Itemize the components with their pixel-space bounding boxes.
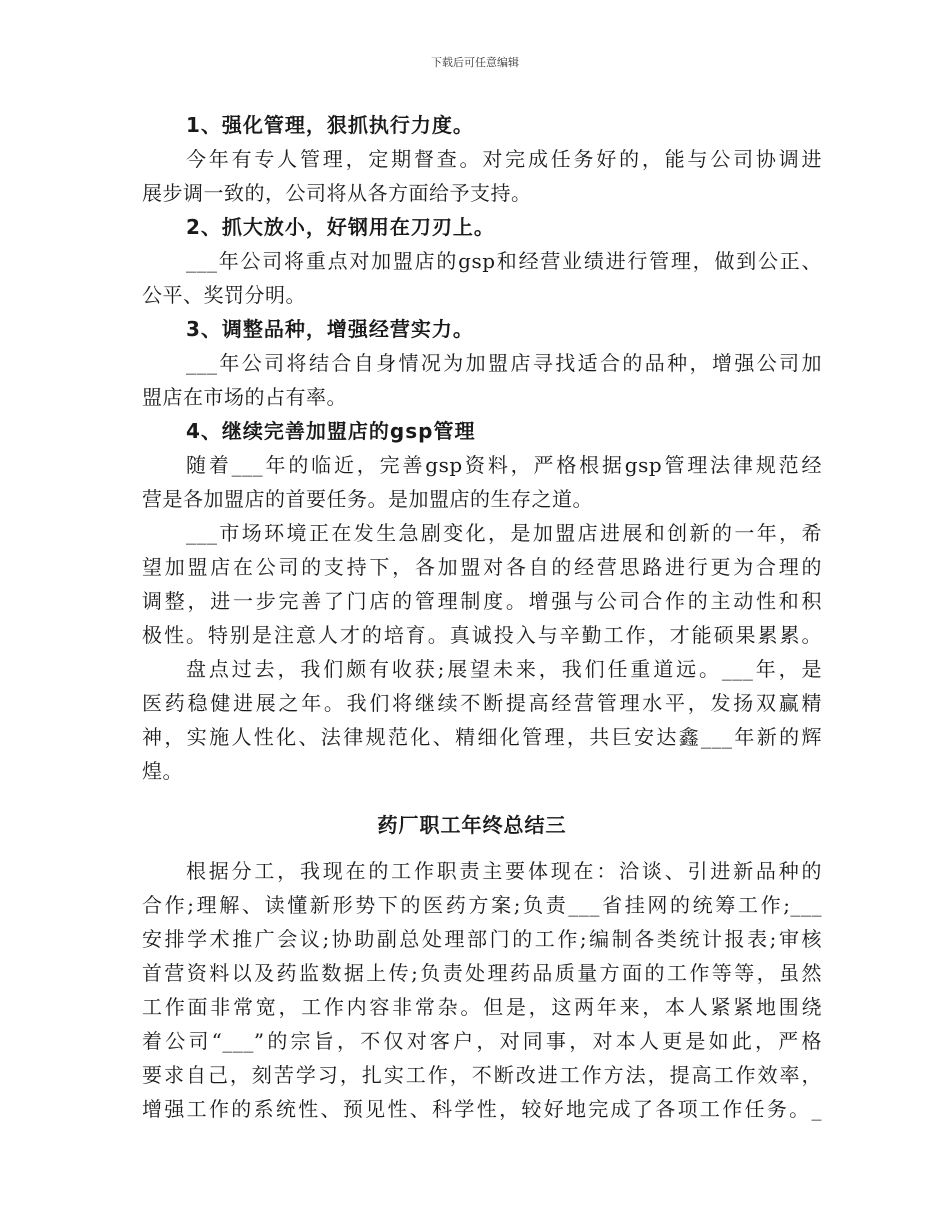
heading-3: 3、调整品种，增强经营实力。 <box>186 317 474 341</box>
paragraph-line: 煌。 <box>142 759 183 783</box>
paragraph-line: 展步调一致的，公司将从各方面给予支持。 <box>142 181 532 205</box>
section-title: 药厂职工年终总结三 <box>377 813 567 837</box>
paragraph-line: 安排学术推广会议;协助副总处理部门的工作;编制各类统计报表;审核 <box>142 927 822 951</box>
header-note: 下载后可任意编辑 <box>431 56 519 69</box>
paragraph-line: 增强工作的系统性、预见性、科学性，较好地完成了各项工作任务。_ <box>142 1097 822 1121</box>
paragraph-line: 要求自己，刻苦学习，扎实工作，不断改进工作方法，提高工作效率， <box>142 1063 822 1087</box>
heading-1: 1、强化管理，狠抓执行力度。 <box>186 113 474 137</box>
document-body <box>142 108 822 1126</box>
paragraph-line: 着公司“___”的宗旨，不仅对客户，对同事，对本人更是如此，严格 <box>142 1029 822 1053</box>
paragraph-line: 盘点过去，我们颇有收获;展望未来，我们任重道远。___年，是 <box>186 657 822 681</box>
paragraph-line: 极性。特别是注意人才的培育。真诚投入与辛勤工作，才能硕果累累。 <box>142 623 822 647</box>
paragraph-line: 调整，进一步完善了门店的管理制度。增强与公司合作的主动性和积 <box>142 589 822 613</box>
paragraph-line: 随着___年的临近，完善gsp资料，严格根据gsp管理法律规范经 <box>186 453 822 477</box>
paragraph-line: 营是各加盟店的首要任务。是加盟店的生存之道。 <box>142 487 593 511</box>
paragraph-line: 首营资料以及药监数据上传;负责处理药品质量方面的工作等等，虽然 <box>142 961 822 985</box>
paragraph-line: ___市场环境正在发生急剧变化，是加盟店进展和创新的一年，希 <box>186 521 822 545</box>
paragraph-line: ___年公司将重点对加盟店的gsp和经营业绩进行管理，做到公正、 <box>186 249 822 273</box>
paragraph-line: 今年有专人管理，定期督查。对完成任务好的，能与公司协调进 <box>186 147 822 171</box>
heading-2: 2、抓大放小，好钢用在刀刃上。 <box>186 215 495 239</box>
heading-4: 4、继续完善加盟店的gsp管理 <box>186 419 476 443</box>
paragraph-line: 合作;理解、读懂新形势下的医药方案;负责___省挂网的统筹工作;___ <box>142 893 822 917</box>
paragraph-line: 医药稳健进展之年。我们将继续不断提高经营管理水平，发扬双赢精 <box>142 691 822 715</box>
paragraph-line: ___年公司将结合自身情况为加盟店寻找适合的品种，增强公司加 <box>186 351 822 375</box>
paragraph-line: 望加盟店在公司的支持下，各加盟对各自的经营思路进行更为合理的 <box>142 555 822 579</box>
paragraph-line: 盟店在市场的占有率。 <box>142 385 347 409</box>
paragraph-line: 公平、奖罚分明。 <box>142 283 306 307</box>
paragraph-line: 神，实施人性化、法律规范化、精细化管理，共巨安达鑫___年新的辉 <box>142 725 822 749</box>
paragraph-line: 工作面非常宽，工作内容非常杂。但是，这两年来，本人紧紧地围绕 <box>142 995 822 1019</box>
paragraph-line: 根据分工，我现在的工作职责主要体现在：洽谈、引进新品种的 <box>186 859 822 883</box>
